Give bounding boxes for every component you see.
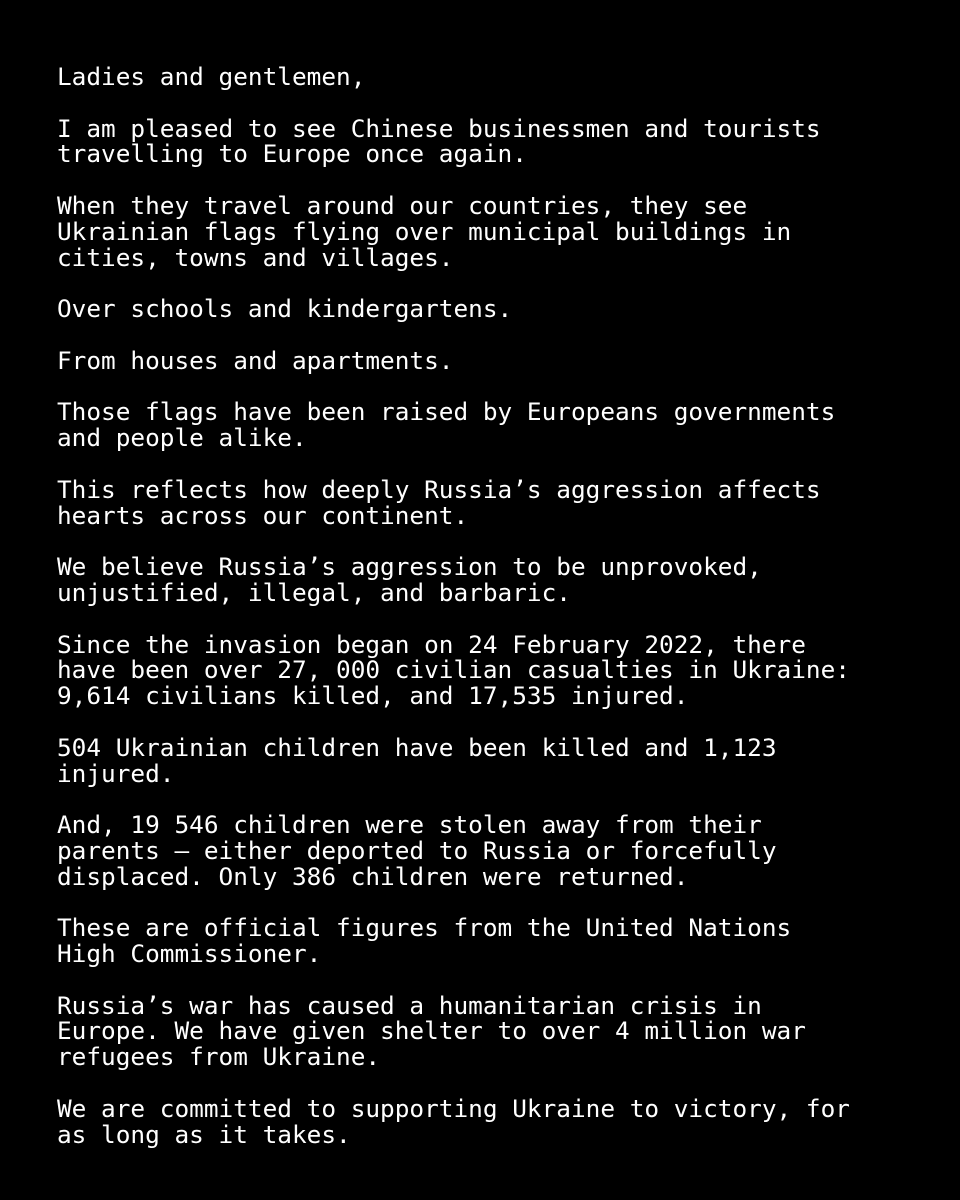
paragraph-children-stolen — [57, 812, 937, 889]
paragraph-humanitarian-crisis — [57, 990, 937, 1072]
paragraph-children-killed — [57, 732, 937, 788]
text-line: have been over 27, 000 civilian casualties in Ukraine: — [57, 655, 850, 685]
text-line: 504 Ukrainian children have been killed and 1,123 — [57, 732, 777, 762]
text-line: hearts across our continent. — [57, 500, 469, 530]
text-line: Over schools and kindergartens. — [57, 294, 513, 324]
text-line: as long as it takes. — [57, 1119, 351, 1149]
speech-text — [57, 64, 937, 1173]
text-line: Russia’s war has caused a humanitarian crisis in — [57, 990, 762, 1020]
text-line: displaced. Only 386 children were returned. — [57, 861, 689, 891]
text-line: High Commissioner. — [57, 939, 322, 969]
paragraph-ukrainian-flags — [57, 190, 937, 272]
paragraph-hearts — [57, 474, 937, 530]
paragraph-chinese-visitors — [57, 113, 937, 169]
paragraph-aggression — [57, 554, 937, 606]
text-line: This reflects how deeply Russia’s aggression affects — [57, 474, 821, 504]
text-line: We believe Russia’s aggression to be unprovoked, — [57, 552, 762, 582]
text-line: parents – either deported to Russia or forcefully — [57, 835, 777, 865]
paragraph-houses — [57, 345, 937, 375]
text-line: cities, towns and villages. — [57, 242, 454, 272]
text-line: Europe. We have given shelter to over 4 million war — [57, 1016, 806, 1046]
paragraph-commitment — [57, 1093, 937, 1149]
paragraph-schools — [57, 296, 937, 322]
text-line: From houses and apartments. — [57, 345, 454, 375]
paragraph-greeting — [57, 64, 937, 90]
text-line: 9,614 civilians killed, and 17,535 injured. — [57, 681, 689, 711]
paragraph-flags-raised — [57, 399, 937, 451]
text-line: and people alike. — [57, 423, 307, 453]
text-line: Ukrainian flags flying over municipal buildings in — [57, 216, 792, 246]
text-line: Ladies and gentlemen, — [57, 62, 366, 91]
text-line: injured. — [57, 758, 175, 788]
text-line: Those flags have been raised by Europeans governments — [57, 397, 836, 427]
paragraph-casualties — [57, 629, 937, 711]
text-line: Since the invasion began on 24 February 2022, there — [57, 629, 806, 659]
text-line: We are committed to supporting Ukraine to victory, for — [57, 1093, 850, 1123]
text-line: And, 19 546 children were stolen away from their — [57, 810, 762, 840]
text-line: travelling to Europe once again. — [57, 139, 527, 169]
paragraph-official-figures — [57, 915, 937, 967]
text-line: I am pleased to see Chinese businessmen and tourists — [57, 113, 821, 143]
text-line: These are official figures from the United Nations — [57, 913, 792, 943]
text-line: refugees from Ukraine. — [57, 1042, 381, 1072]
text-line: unjustified, illegal, and barbaric. — [57, 577, 571, 607]
text-line: When they travel around our countries, they see — [57, 190, 748, 220]
